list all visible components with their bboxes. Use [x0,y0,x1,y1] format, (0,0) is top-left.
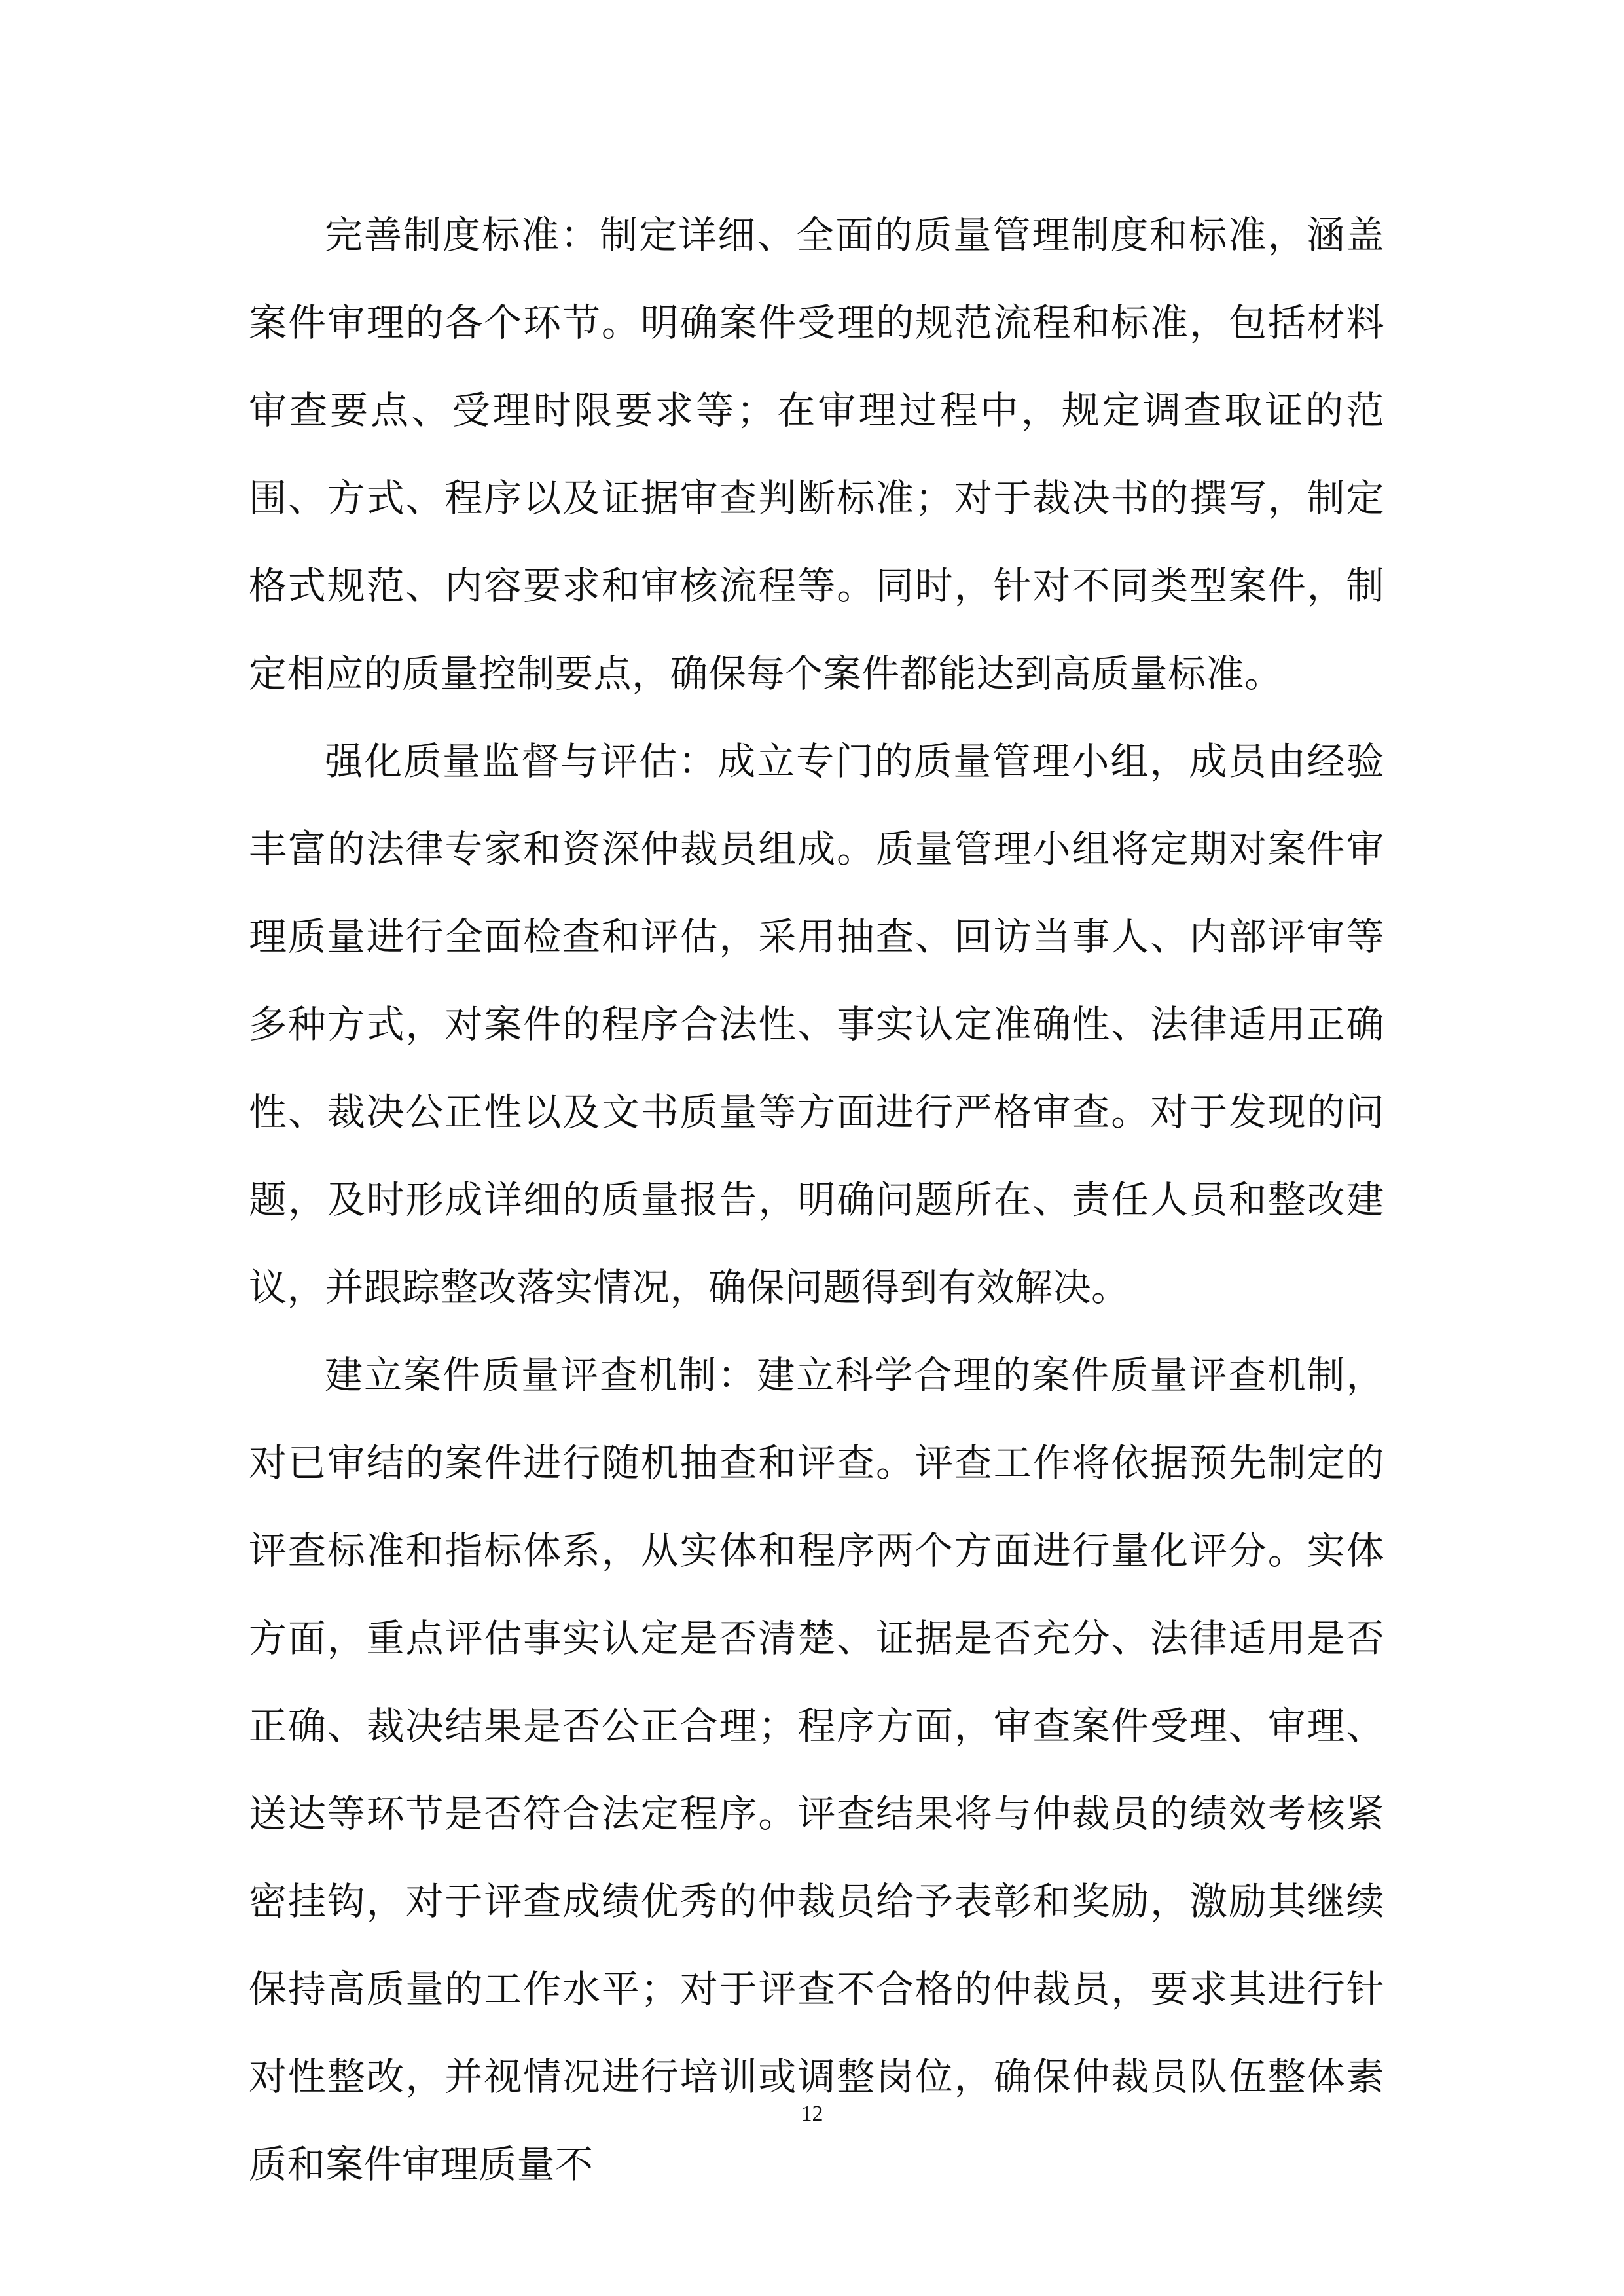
paragraph-case-evaluation: 建立案件质量评查机制：建立科学合理的案件质量评查机制，对已审结的案件进行随机抽查和评查。评查工作将依据预先制定的评查标准和指标体系，从实体和程序两个方面进行量化评分。实体方面，重点评估事实认定是否清楚、证据是否充分、法律适用是否正确、裁决结果是否公正合理；程序方面，审查案件受理、审理、送达等环节是否符合法定程序。评查结果将与仲裁员的绩效考核紧密挂钩，对于评查成绩优秀的仲裁员给予表彰和奖励，激励其继续保持高质量的工作水平；对于评查不合格的仲裁员，要求其进行针对性整改，并视情况进行培训或调整岗位，确保仲裁员队伍整体素质和案件审理质量不 [249,1353,1384,2187]
page-number: 12 [801,2102,823,2126]
paragraph-system-standards: 完善制度标准：制定详细、全面的质量管理制度和标准，涵盖案件审理的各个环节。明确案件受理的规范流程和标准，包括材料审查要点、受理时限要求等；在审理过程中，规定调查取证的范围、方式、程序以及证据审查判断标准；对于裁决书的撰写，制定格式规范、内容要求和审核流程等。同时，针对不同类型案件，制定相应的质量控制要点，确保每个案件都能达到高质量标准。 [249,213,1384,696]
paragraph-quality-supervision: 强化质量监督与评估：成立专门的质量管理小组，成员由经验丰富的法律专家和资深仲裁员组成。质量管理小组将定期对案件审理质量进行全面检查和评估，采用抽查、回访当事人、内部评审等多种方式，对案件的程序合法性、事实认定准确性、法律适用正确性、裁决公正性以及文书质量等方面进行严格审查。对于发现的问题，及时形成详细的质量报告，明确问题所在、责任人员和整改建议，并跟踪整改落实情况，确保问题得到有效解决。 [249,739,1384,1310]
document-body [249,191,1384,2208]
